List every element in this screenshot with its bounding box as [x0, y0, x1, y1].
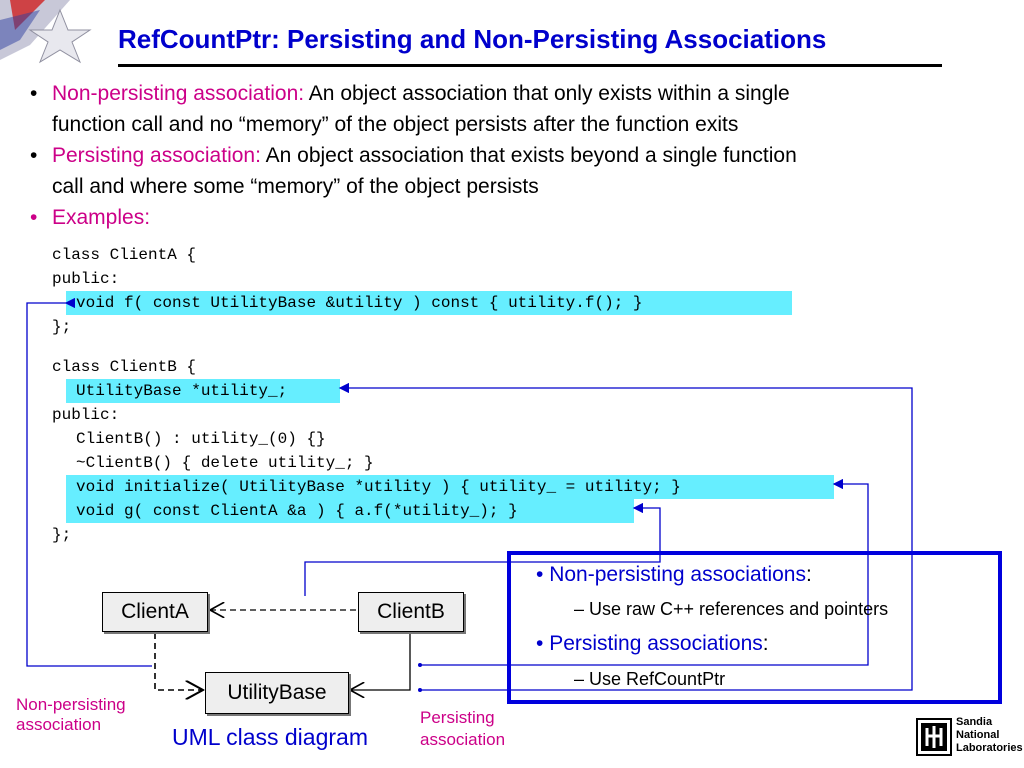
uml-class-clientb: ClientB [358, 592, 464, 632]
uml-caption: UML class diagram [172, 724, 368, 750]
code-line: }; [52, 526, 72, 544]
summary-term: Non-persisting associations [549, 563, 806, 586]
code-line-highlight: UtilityBase *utility_; [66, 379, 340, 403]
summary-item-persisting [536, 632, 769, 656]
logo-line: Laboratories [956, 742, 1023, 754]
label-line: association [420, 730, 506, 749]
code-line: ~ClientB() { delete utility_; } [76, 454, 374, 472]
code-line: public: [52, 406, 120, 424]
bullet-dot: • [30, 144, 38, 167]
bullet-dot: • [536, 632, 550, 655]
summary-term: Persisting associations [549, 632, 763, 655]
bullet-term: Persisting association: [52, 144, 261, 167]
code-line: class ClientA { [52, 246, 197, 264]
thunderbird-icon [916, 718, 952, 756]
bullet-term: Examples: [52, 206, 151, 229]
uml-class-clienta: ClientA [102, 592, 208, 632]
code-line-highlight: void initialize( UtilityBase *utility ) { utility_ = utility; } [66, 475, 834, 499]
bullet-continuation: call and where some “memory” of the object persists [52, 175, 539, 198]
uml-class-utilitybase: UtilityBase [205, 672, 349, 714]
non-persisting-label [16, 695, 126, 735]
persisting-label [420, 707, 505, 751]
logo-line: National [956, 729, 1000, 741]
code-line-highlight: void f( const UtilityBase &utility ) const { utility.f(); } [66, 291, 792, 315]
code-line: public: [52, 270, 120, 288]
bullet-text: An object association that only exists within a single [304, 82, 790, 105]
code-line: }; [52, 318, 72, 336]
code-line-highlight: void g( const ClientA &a ) { a.f(*utility_); } [66, 499, 634, 523]
dash: – [574, 669, 590, 689]
bullet-text: An object association that exists beyond a single function [260, 144, 797, 167]
bullet-dot: • [30, 206, 38, 229]
code-line: ClientB() : utility_(0) {} [76, 430, 326, 448]
bullet-term: Non-persisting association: [52, 82, 305, 105]
summary-suffix: : [805, 563, 812, 586]
summary-subitem [574, 599, 888, 620]
dash: – [574, 599, 590, 619]
bullet-dot: • [536, 563, 550, 586]
label-line: Non-persisting [16, 695, 126, 714]
summary-suffix: : [762, 632, 769, 655]
code-line: class ClientB { [52, 358, 197, 376]
summary-subitem-text: Use RefCountPtr [589, 669, 726, 689]
logo-text [956, 716, 1023, 755]
summary-item-non-persisting [536, 563, 812, 587]
label-line: Persisting [420, 708, 495, 727]
sandia-logo [916, 716, 1023, 760]
summary-subitem [574, 669, 725, 690]
bullet-continuation: function call and no “memory” of the object persists after the function exits [52, 113, 739, 136]
label-line: association [16, 715, 102, 734]
page-title: RefCountPtr: Persisting and Non-Persisting Associations [118, 24, 827, 54]
summary-subitem-text: Use raw C++ references and pointers [589, 599, 889, 619]
logo-line: Sandia [956, 716, 993, 728]
bullet-dot: • [30, 82, 38, 105]
